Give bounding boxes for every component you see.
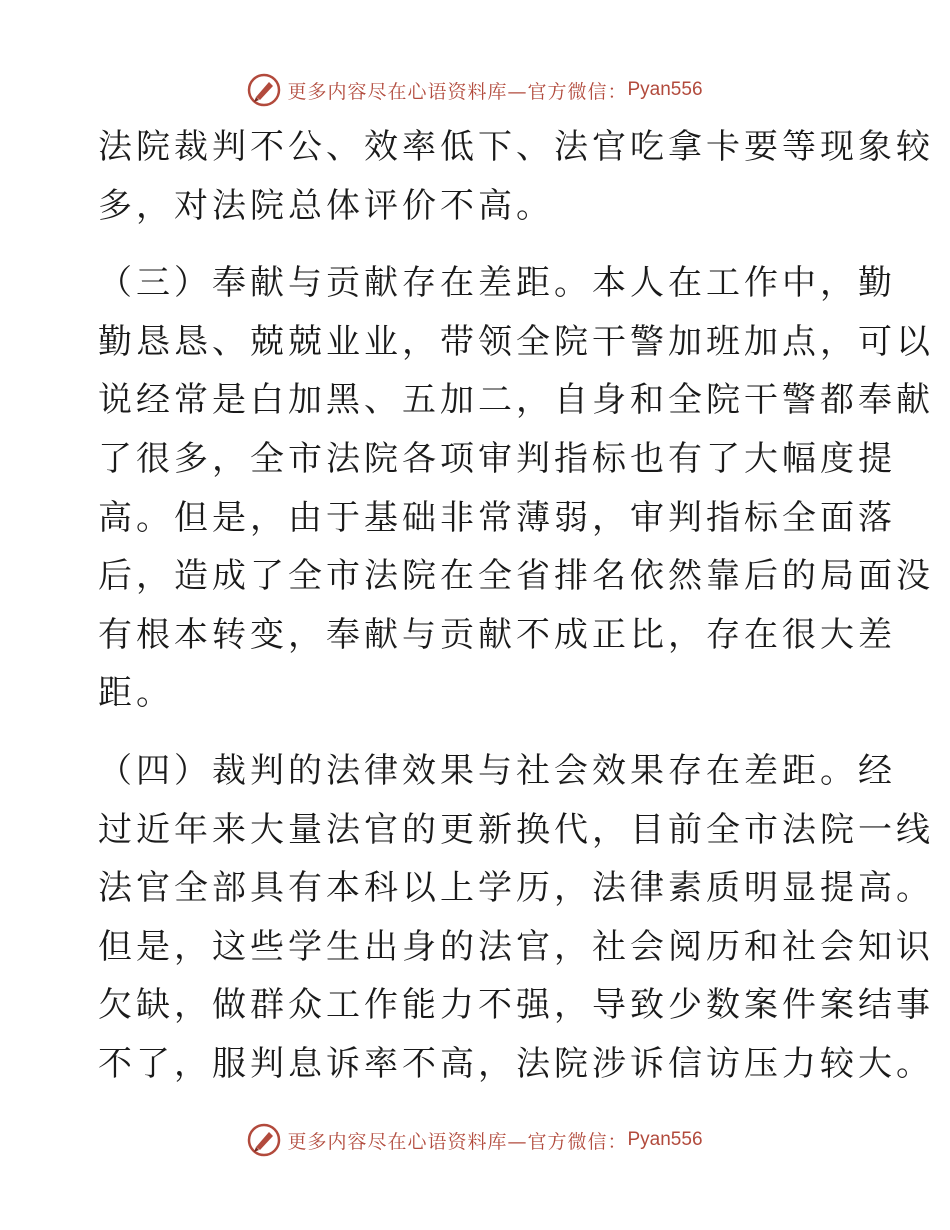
text-line: 有根本转变，奉献与贡献不成正比，存在很大差 [98, 614, 896, 655]
text-line: 法院裁判不公、效率低下、法官吃拿卡要等现象较 [98, 127, 934, 167]
text-line: 法官全部具有本科以上学历，法律素质明显提高。 [98, 868, 934, 909]
footer-watermark [0, 1120, 950, 1160]
watermark-text: 更多内容尽在心语资料库—官方微信： [287, 1130, 628, 1153]
text-line: 欠缺，做群众工作能力不强，导致少数案件案结事 [98, 985, 934, 1026]
text-line: 过近年来大量法官的更新换代，目前全市法院一线 [98, 809, 934, 850]
paragraph [98, 742, 934, 1094]
text-line: 勤恳恳、兢兢业业，带领全院干警加班加点，可以 [98, 321, 934, 362]
watermark-text: 更多内容尽在心语资料库—官方微信： [287, 80, 628, 103]
paragraph [98, 118, 934, 235]
text-line: （四）裁判的法律效果与社会效果存在差距。经 [98, 750, 896, 791]
header-watermark [0, 70, 950, 110]
text-line: 不了，服判息诉率不高，法院涉诉信访压力较大。 [98, 1043, 934, 1084]
text-line: （三）奉献与贡献存在差距。本人在工作中，勤 [98, 263, 896, 304]
watermark-handle: Pyan556 [627, 79, 703, 100]
text-line: 高。但是，由于基础非常薄弱，审判指标全面落 [98, 497, 896, 538]
text-line: 说经常是白加黑、五加二，自身和全院干警都奉献 [98, 380, 934, 421]
pen-logo-icon [247, 1123, 281, 1157]
text-line: 距。 [98, 673, 174, 714]
text-line: 后，造成了全市法院在全省排名依然靠后的局面没 [98, 556, 934, 597]
text-line: 但是，这些学生出身的法官，社会阅历和社会知识 [98, 926, 934, 967]
pen-logo-icon [247, 73, 281, 107]
text-line: 了很多，全市法院各项审判指标也有了大幅度提 [98, 438, 896, 479]
paragraph [98, 254, 934, 723]
text-line: 多，对法院总体评价不高。 [98, 185, 554, 226]
document-body [98, 118, 934, 1094]
watermark-handle: Pyan556 [627, 1129, 703, 1150]
